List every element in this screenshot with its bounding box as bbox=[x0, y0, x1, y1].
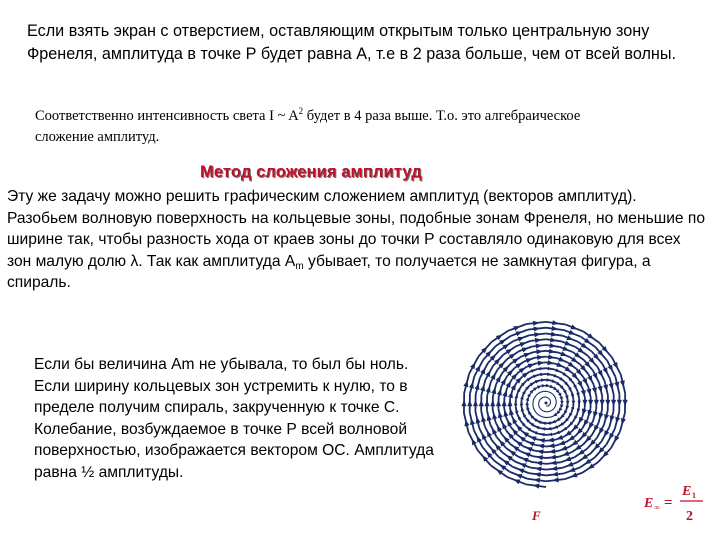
spiral-center-point bbox=[545, 402, 548, 405]
spiral-arrowhead bbox=[558, 393, 561, 398]
spiral-arrowhead bbox=[617, 400, 622, 406]
spiral-arrowhead bbox=[563, 390, 566, 395]
spiral-arrowhead bbox=[551, 420, 556, 423]
spiral-vector bbox=[534, 396, 536, 399]
spiral-arrowhead bbox=[502, 390, 507, 397]
spiral-arrowhead bbox=[566, 401, 570, 405]
spiral-arrowhead bbox=[623, 400, 628, 406]
spiral-arrowhead bbox=[518, 469, 525, 474]
spiral-arrowhead bbox=[584, 419, 589, 426]
spiral-arrowhead bbox=[522, 458, 529, 463]
spiral-arrowhead bbox=[589, 422, 594, 429]
spiral-arrowhead bbox=[560, 351, 567, 356]
spiral-arrowhead bbox=[609, 433, 614, 440]
spiral-vector bbox=[549, 404, 550, 405]
spiral-arrowhead bbox=[467, 400, 472, 406]
spiral-arrowhead bbox=[475, 365, 480, 372]
method-text-before: Эту же задачу можно решить графическим сложением амплитуд (векторов амплитуд). Разобьем волновую поверхность на кольцевые зоны, подобные зонам Френеля, но меньшие по ширине так, чтобы разность хода от краев зоны до точки Р составляло одинаковую для всех зон малую долю λ. Так как амплитуда А bbox=[7, 188, 706, 270]
spiral-arrowhead bbox=[556, 362, 563, 367]
spiral-arrowhead bbox=[526, 396, 529, 401]
spiral-vector bbox=[546, 391, 549, 392]
spiral-arrowhead bbox=[479, 400, 484, 406]
spiral-arrowhead bbox=[566, 335, 573, 340]
spiral-arrowhead bbox=[577, 381, 582, 388]
spiral-vector bbox=[551, 393, 553, 395]
spiral-arrowhead bbox=[501, 378, 506, 385]
spiral-vector bbox=[547, 397, 548, 398]
spiral-arrowhead bbox=[597, 370, 602, 377]
spiral-vector bbox=[541, 409, 543, 410]
spiral-arrowhead bbox=[502, 422, 507, 429]
spiral-arrowhead bbox=[520, 401, 524, 405]
spiral-arrowhead bbox=[593, 411, 598, 418]
spiral-arrowhead bbox=[496, 400, 501, 406]
spiral-vector bbox=[533, 408, 534, 411]
spiral-vector bbox=[535, 411, 537, 414]
spiral-arrowhead bbox=[526, 358, 533, 363]
spiral-arrowhead bbox=[588, 400, 593, 406]
spiral-arrowhead bbox=[569, 467, 576, 472]
spiral-arrowhead bbox=[564, 341, 571, 346]
spiral-arrowhead bbox=[600, 400, 605, 406]
spiral-arrowhead bbox=[604, 430, 609, 437]
spiral-vector bbox=[540, 407, 541, 409]
spiral-vector bbox=[555, 397, 556, 399]
spiral-arrowhead bbox=[582, 408, 587, 415]
spiral-arrowhead bbox=[582, 400, 587, 406]
spiral-arrowhead bbox=[514, 479, 521, 484]
spiral-vector bbox=[554, 407, 555, 409]
spiral-arrowhead bbox=[497, 389, 502, 396]
spiral-arrowhead bbox=[526, 447, 533, 452]
spiral-vector bbox=[543, 417, 546, 418]
spiral-arrowhead bbox=[490, 400, 495, 406]
spiral-arrowhead bbox=[491, 387, 496, 394]
spiral-arrowhead bbox=[487, 430, 492, 437]
spiral-arrowhead bbox=[603, 367, 608, 374]
spiral-arrowhead bbox=[523, 413, 526, 418]
spiral-arrowhead bbox=[594, 425, 599, 432]
spiral-vector bbox=[542, 410, 544, 411]
spiral-arrowhead bbox=[480, 368, 485, 375]
spiral-arrowhead bbox=[549, 385, 554, 388]
spiral-arrowhead bbox=[560, 446, 567, 451]
spiral-arrowhead bbox=[518, 337, 525, 342]
spiral-arrowhead bbox=[528, 442, 535, 447]
spiral-arrowhead bbox=[546, 384, 551, 387]
spiral-vector bbox=[539, 416, 542, 417]
spiral-arrowhead bbox=[525, 401, 529, 405]
spiral-vector bbox=[549, 398, 550, 399]
spiral-arrowhead bbox=[533, 375, 538, 378]
method-paragraph bbox=[7, 186, 707, 294]
spiral-arrowhead bbox=[485, 370, 490, 377]
intensity-paragraph bbox=[35, 106, 635, 148]
spiral-arrowhead bbox=[578, 417, 583, 424]
spiral-vector bbox=[539, 399, 540, 400]
spiral-vector bbox=[533, 405, 534, 408]
spiral-vector bbox=[552, 409, 554, 411]
spiral-arrowhead bbox=[508, 391, 513, 398]
formula-lhs-sub: ∞ bbox=[654, 503, 660, 512]
spiral-vector bbox=[536, 394, 538, 396]
spiral-arrowhead bbox=[520, 342, 527, 347]
spiral-arrowhead bbox=[492, 428, 497, 435]
spiral-vector bbox=[540, 398, 541, 399]
spiral-arrowhead bbox=[611, 400, 616, 406]
spiral-arrowhead bbox=[497, 425, 502, 432]
intensity-power: 2 bbox=[298, 106, 304, 116]
spiral-arrowhead bbox=[528, 364, 535, 369]
spiral-arrowhead bbox=[484, 400, 489, 406]
formula-lhs: E bbox=[644, 496, 654, 511]
spiral-vector bbox=[542, 397, 543, 398]
spiral-vector bbox=[550, 410, 552, 411]
spiral-arrowhead bbox=[556, 435, 563, 440]
spiral-vector bbox=[538, 392, 541, 393]
spiral-arrowhead bbox=[558, 357, 565, 362]
spiral-arrowhead bbox=[592, 373, 597, 380]
spiral-vector bbox=[537, 413, 540, 415]
spiral-arrowhead bbox=[533, 431, 538, 434]
spiral-arrowhead bbox=[535, 426, 540, 429]
spiral-arrowhead bbox=[520, 463, 527, 468]
spiral-arrowhead bbox=[511, 384, 516, 391]
spiral-arrowhead bbox=[515, 394, 518, 399]
spiral-arrowhead bbox=[582, 378, 587, 385]
spiral-arrowhead bbox=[537, 421, 542, 424]
formula-numerator: E bbox=[682, 484, 692, 499]
spiral-arrowhead bbox=[604, 414, 609, 421]
spiral-arrowhead bbox=[527, 393, 531, 398]
spiral-arrowhead bbox=[469, 382, 474, 389]
spiral-arrowhead bbox=[473, 400, 478, 406]
spiral-arrowhead bbox=[530, 436, 537, 441]
spiral-vector bbox=[540, 391, 543, 392]
formula-numerator-sub: 1 bbox=[692, 491, 696, 500]
formula bbox=[643, 484, 703, 524]
spiral-arrowhead bbox=[567, 462, 574, 467]
spiral-arrowhead bbox=[553, 386, 558, 390]
spiral-arrowhead bbox=[516, 474, 523, 479]
spiral-arrowhead bbox=[577, 401, 581, 405]
spiral-arrowhead bbox=[506, 381, 511, 388]
spiral-arrowhead bbox=[551, 379, 556, 382]
spiral-arrowhead bbox=[507, 420, 512, 427]
spiral-arrowhead bbox=[513, 326, 520, 331]
spiral-arrowhead bbox=[555, 369, 560, 372]
spiral-arrowhead bbox=[599, 427, 604, 434]
spiral-vector bbox=[539, 406, 540, 408]
intensity-text-after: будет в 4 раза выше. Т.о. это алгебраическое сложение амплитуд. bbox=[35, 108, 581, 145]
method-text-after: убывает, то получается не замкнутая фигура, а спираль. bbox=[7, 252, 651, 292]
spiral-arrowhead bbox=[482, 433, 487, 440]
spiral-arrowhead bbox=[560, 404, 563, 409]
spiral-arrowhead bbox=[472, 438, 477, 445]
spiral-arrowhead bbox=[486, 386, 491, 393]
spiral-vector bbox=[549, 392, 551, 393]
spiral-arrowhead bbox=[571, 324, 578, 329]
spiral-vector bbox=[555, 404, 556, 406]
spiral-vector bbox=[533, 398, 534, 401]
spiral-arrowhead bbox=[571, 472, 578, 477]
spiral-arrowhead bbox=[573, 385, 577, 390]
spiral-arrowhead bbox=[562, 346, 569, 351]
spiral-arrowhead bbox=[563, 451, 570, 456]
spiral-arrowhead bbox=[515, 331, 522, 336]
spiral-arrowhead bbox=[518, 415, 522, 420]
spiral-arrowhead bbox=[568, 330, 575, 335]
spiral-arrowhead bbox=[566, 406, 569, 411]
spiral-arrowhead bbox=[531, 369, 536, 372]
spiral-arrowhead bbox=[587, 410, 592, 417]
spiral-arrowhead bbox=[577, 408, 580, 413]
spiral-arrowhead bbox=[587, 375, 592, 382]
spiral-vector bbox=[550, 416, 553, 417]
spiral-arrowhead bbox=[524, 353, 531, 358]
amplitude-spiral bbox=[461, 320, 627, 488]
spiral-arrowhead bbox=[477, 436, 482, 443]
spiral-vector bbox=[548, 405, 549, 406]
spiral-arrowhead bbox=[559, 407, 563, 412]
spiral-arrowhead bbox=[555, 431, 560, 434]
spiral-arrowhead bbox=[615, 417, 620, 424]
intro-paragraph: Если взять экран с отверстием, оставляющим открытым только центральную зону Френеля, амплитуда в точке Р будет равна А, т.е в 2 раза больше, чем от всей волны. bbox=[27, 22, 676, 63]
spiral-arrowhead bbox=[524, 453, 531, 458]
spiral-vector bbox=[539, 401, 540, 403]
section-title: Метод сложения амплитуд bbox=[200, 163, 422, 181]
point-label: F bbox=[532, 508, 541, 523]
spiral-arrowhead bbox=[553, 374, 558, 377]
spiral-arrowhead bbox=[599, 413, 604, 420]
spiral-arrowhead bbox=[480, 384, 485, 391]
spiral-arrowhead bbox=[461, 400, 466, 406]
spiral-arrowhead bbox=[610, 415, 615, 422]
spiral-arrowhead bbox=[572, 401, 576, 405]
spiral-arrowhead bbox=[571, 407, 574, 412]
spiral-arrowhead bbox=[512, 417, 517, 424]
spiral-arrowhead bbox=[490, 373, 495, 380]
spiral-arrowhead bbox=[565, 456, 572, 461]
amplitude-spiral-figure bbox=[460, 298, 720, 540]
spiral-arrowhead bbox=[535, 380, 540, 383]
formula-denominator: 2 bbox=[686, 509, 693, 524]
spiral-arrowhead bbox=[594, 400, 599, 406]
intensity-text-before: Соответственно интенсивность света I ~ A bbox=[35, 108, 299, 124]
spiral-arrowhead bbox=[520, 395, 523, 400]
spiral-vector bbox=[549, 399, 550, 400]
spiral-arrowhead bbox=[613, 362, 618, 369]
spiral-arrowhead bbox=[470, 362, 475, 369]
formula-equals: = bbox=[664, 495, 673, 511]
spiral-paragraph: Если бы величина Am не убывала, то был бы ноль. Если ширину кольцевых зон устремить к нулю, то в пределе получим спираль, закрученную к точке С. Колебание, возбуждаемое в точке Р всей волновой поверхностью, изображается вектором ОС. Амплитуда равна ½ амплитуды. bbox=[34, 356, 434, 481]
spiral-arrowhead bbox=[568, 387, 572, 392]
spiral-arrowhead bbox=[608, 365, 613, 372]
spiral-arrowhead bbox=[542, 384, 547, 388]
spiral-arrowhead bbox=[514, 401, 518, 405]
spiral-arrowhead bbox=[475, 383, 480, 390]
spiral-arrowhead bbox=[507, 400, 512, 406]
spiral-arrowhead bbox=[495, 376, 500, 383]
spiral-arrowhead bbox=[605, 400, 610, 406]
spiral-arrowhead bbox=[537, 385, 542, 388]
spiral-arrowhead bbox=[502, 400, 507, 406]
spiral-vector bbox=[553, 395, 555, 397]
spiral-arrowhead bbox=[522, 348, 529, 353]
spiral-arrowhead bbox=[553, 425, 558, 428]
spiral-vector bbox=[548, 411, 550, 412]
spiral-arrowhead bbox=[614, 436, 619, 443]
amplitude-subscript: m bbox=[295, 260, 304, 272]
spiral-arrowhead bbox=[558, 440, 565, 445]
